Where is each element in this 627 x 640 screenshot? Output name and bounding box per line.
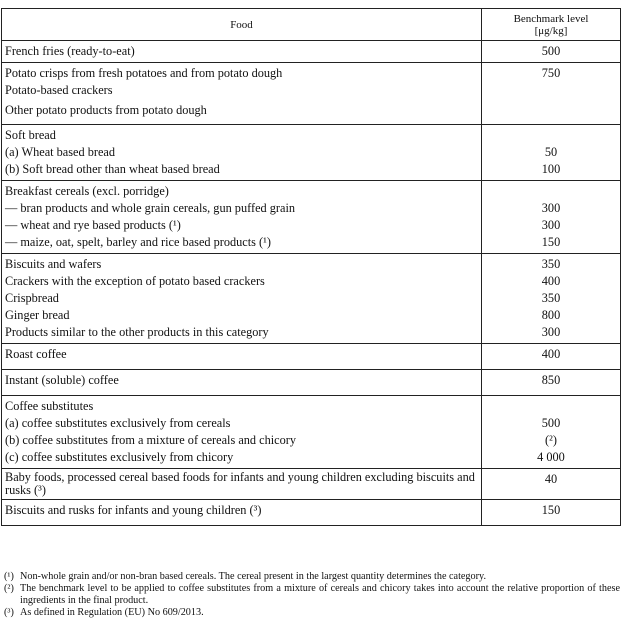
footnote-mark: (²) [4,583,14,594]
food-line: Soft bread [5,128,56,142]
footnote-mark: (¹) [4,571,14,582]
food-line: Ginger bread [5,308,70,322]
level-cell [482,125,621,181]
level-value: 400 [541,347,561,361]
table-row [2,181,621,254]
table-row [2,469,621,500]
level-value: 800 [541,308,561,322]
food-cell [2,41,482,63]
table-row [2,500,621,526]
food-cell [2,500,482,526]
food-line: Crispbread [5,291,59,305]
level-value: 500 [541,416,561,430]
level-value: 150 [541,503,561,517]
table-row [2,370,621,396]
benchmark-table [1,8,621,526]
food-column-header: Food [2,9,482,41]
food-line: Instant (soluble) coffee [5,373,119,387]
food-line: Biscuits and wafers [5,257,102,271]
table-row [2,396,621,469]
level-value: 350 [541,257,561,271]
food-line: Breakfast cereals (excl. porridge) [5,184,169,198]
table-row [2,63,621,125]
food-line: Biscuits and rusks for infants and young children (³) [5,503,262,517]
level-value: 300 [541,218,561,232]
level-cell [482,181,621,254]
food-line: (b) coffee substitutes from a mixture of cereals and chicory [5,433,297,447]
level-value: 4 000 [537,450,565,464]
level-cell [482,469,621,500]
food-cell [2,254,482,344]
level-cell [482,396,621,469]
level-value [482,127,620,144]
level-value: 850 [541,373,561,387]
level-value: 300 [541,201,561,215]
food-cell [2,63,482,125]
footnote-mark: (³) [4,607,14,618]
food-line: French fries (ready-to-eat) [5,44,135,58]
food-cell [2,370,482,396]
footnote [4,607,618,619]
food-line: Potato-based crackers [5,83,113,97]
level-value: 100 [541,162,561,176]
level-value: 300 [541,325,561,339]
level-value: 400 [541,274,561,288]
level-value [482,183,620,200]
food-line: — bran products and whole grain cereals, gun puffed grain [5,201,296,215]
level-value: 750 [541,66,561,80]
food-line: Baby foods, processed cereal based foods for infants and young children excluding biscuits and rusks (³) [5,470,475,497]
level-cell [482,500,621,526]
table-header-row [2,9,621,41]
level-value: (²) [545,433,557,447]
food-line: Roast coffee [5,347,67,361]
level-cell [482,254,621,344]
level-value: 150 [541,235,561,249]
food-line: Other potato products from potato dough [5,103,207,117]
food-line: — maize, oat, spelt, barley and rice based products (¹) [5,235,271,249]
table-row [2,254,621,344]
level-value: 500 [541,44,561,58]
food-cell [2,181,482,254]
benchmark-header-line1: Benchmark level [513,12,589,25]
food-line: — wheat and rye based products (¹) [5,218,181,232]
footnote [4,571,618,583]
table-row [2,125,621,181]
food-line: Crackers with the exception of potato based crackers [5,274,265,288]
level-cell [482,344,621,370]
food-line: Potato crisps from fresh potatoes and from potato dough [5,66,283,80]
food-cell [2,344,482,370]
footnote-text: The benchmark level to be applied to coffee substitutes from a mixture of cereals and chicory takes into account the relative proportion of these ingredients in the final product. [20,583,620,606]
food-line: (a) coffee substitutes exclusively from cereals [5,416,231,430]
footnote-text: As defined in Regulation (EU) No 609/2013. [20,607,204,618]
benchmark-column-header [482,9,621,41]
level-value: 40 [544,472,558,486]
table-row [2,344,621,370]
food-line: (b) Soft bread other than wheat based bread [5,162,220,176]
level-value: 50 [544,145,558,159]
benchmark-header-line2: [μg/kg] [534,24,568,37]
level-cell [482,41,621,63]
footnote-text: Non-whole grain and/or non-bran based cereals. The cereal present in the largest quantity determines the category. [20,571,486,582]
food-line: (c) coffee substitutes exclusively from chicory [5,450,234,464]
level-value: 350 [541,291,561,305]
food-line: Products similar to the other products in this category [5,325,269,339]
footnote [4,583,620,606]
food-cell [2,396,482,469]
level-cell [482,63,621,125]
table-row [2,41,621,63]
level-cell [482,370,621,396]
food-line: Coffee substitutes [5,399,94,413]
food-cell [2,125,482,181]
food-line: (a) Wheat based bread [5,145,116,159]
level-value [482,398,620,415]
food-cell [2,469,482,500]
